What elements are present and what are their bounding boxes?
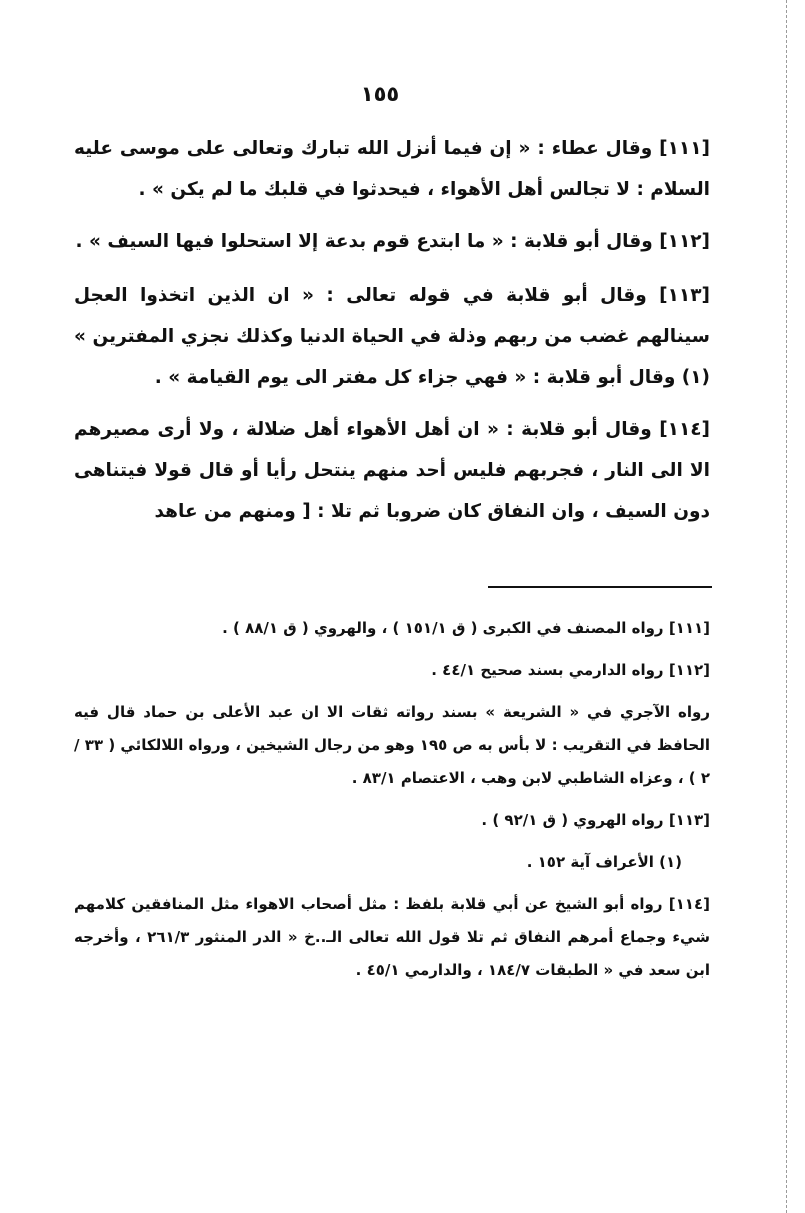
binding-edge [786, 0, 787, 1213]
footnote-number: [١١٤] [668, 895, 710, 913]
footnote-number: [١١١] [668, 619, 710, 637]
page-number: ١٥٥ [360, 82, 400, 106]
paragraph-text: وقال أبو قلابة : « ما ابتدع قوم بدعة إلا استحلوا فيها السيف » . [75, 231, 653, 252]
footnote-text: رواه أبو الشيخ عن أبي قلابة بلفظ : مثل أصحاب الاهواء مثل المنافقين كلامهم شيء وجماع أمرهم النفاق ثم تلا قول الله تعالى الـ..خ « الدر المنثور ٢٦١/٣ ، وأخرجه ابن سعد في « الطبقات ١٨٤/٧ ، والدارمي ٤٥/١ . [74, 895, 710, 979]
footnote-111 [74, 612, 710, 645]
paragraph-text: وقال أبو قلابة : « ان أهل الأهواء أهل ضلالة ، ولا أرى مصيرهم الا الى النار ، فجربهم فليس أحد منهم ينتحل رأيا أو قال قولا فيتناهى دون السيف ، وان النفاق كان ضروبا ثم تلا : [ ومنهم من عاهد [74, 419, 710, 522]
footnote-separator [488, 586, 712, 588]
paragraph-113 [74, 275, 710, 398]
paragraph-number: [١١٣] [659, 285, 710, 306]
paragraph-number: [١١٢] [659, 231, 710, 252]
footnotes [74, 612, 710, 996]
paragraph-text: وقال أبو قلابة في قوله تعالى : « ان الذين اتخذوا العجل سينالهم غضب من ربهم وذلة في الحياة الدنيا وكذلك نجزي المفترين » (١) وقال أبو قلابة : « فهي جزاء كل مفتر الى يوم القيامة » . [74, 285, 710, 388]
footnote-112-continued [74, 696, 710, 795]
footnote-number: (١) [659, 853, 682, 871]
footnote-text: رواه الدارمي بسند صحيح ٤٤/١ . [431, 661, 664, 679]
footnote-text: رواه الآجري في « الشريعة » بسند رواته ثقات الا ان عبد الأعلى بن حماد قال فيه الحافظ في التقريب : لا بأس به ص ١٩٥ وهو من رجال الشيخين ، ورواه اللالكائي ( ٣٣ / ٢ ) ، وعزاه الشاطبي لابن وهب ، الاعتصام ٨٣/١ . [74, 703, 711, 787]
footnote-113 [74, 804, 710, 837]
footnote-text: رواه المصنف في الكبرى ( ق ١٥١/١ ) ، والهروي ( ق ٨٨/١ ) . [222, 619, 664, 637]
main-text [74, 128, 710, 543]
paragraph-114 [74, 409, 710, 532]
footnote-number: [١١٢] [668, 661, 710, 679]
footnote-112 [74, 654, 710, 687]
paragraph-111 [74, 128, 710, 210]
footnote-text: الأعراف آية ١٥٢ . [526, 853, 654, 871]
footnote-1 [74, 846, 682, 879]
footnote-text: رواه الهروي ( ق ٩٢/١ ) . [481, 811, 664, 829]
paragraph-number: [١١١] [659, 138, 710, 159]
paragraph-112 [74, 221, 710, 262]
paragraph-number: [١١٤] [659, 419, 710, 440]
footnote-114 [74, 888, 710, 987]
paragraph-text: وقال عطاء : « إن فيما أنزل الله تبارك وتعالى على موسى عليه السلام : لا تجالس أهل الأهواء ، فيحدثوا في قلبك ما لم يكن » . [74, 138, 710, 200]
footnote-number: [١١٣] [668, 811, 710, 829]
